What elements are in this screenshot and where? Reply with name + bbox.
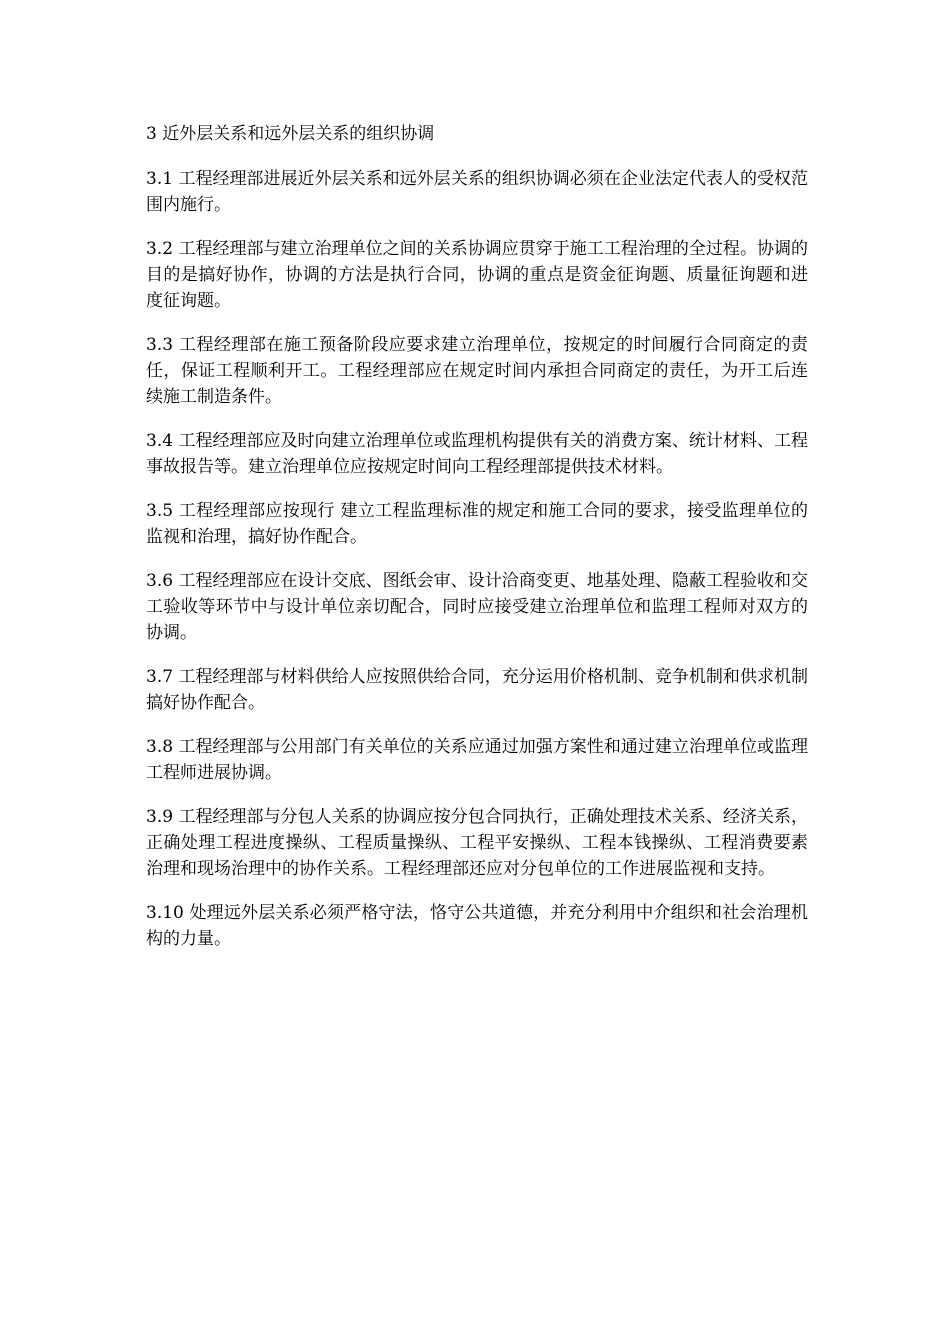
paragraph-3-10: 3.10 处理远外层关系必须严格守法，恪守公共道德，并充分利用中介组织和社会治理机构的力量。 — [146, 903, 808, 949]
paragraph-3-5: 3.5 工程经理部应按现行 建立工程监理标准的规定和施工合同的要求，接受监理单位的监视和治理，搞好协作配合。 — [146, 501, 808, 547]
paragraph-3-8: 3.8 工程经理部与公用部门有关单位的关系应通过加强方案性和通过建立治理单位或监理工程师进展协调。 — [146, 737, 808, 783]
paragraph-3-3: 3.3 工程经理部在施工预备阶段应要求建立治理单位，按规定的时间履行合同商定的责任，保证工程顺利开工。工程经理部应在规定时间内承担合同商定的责任，为开工后连续施工制造条件。 — [146, 335, 808, 407]
paragraph-3-1: 3.1 工程经理部进展近外层关系和远外层关系的组织协调必须在企业法定代表人的受权范围内施行。 — [146, 169, 808, 215]
paragraph-3-2: 3.2 工程经理部与建立治理单位之间的关系协调应贯穿于施工工程治理的全过程。协调的目的是搞好协作，协调的方法是执行合同，协调的重点是资金征询题、质量征询题和进度征询题。 — [146, 239, 808, 311]
paragraph-3-6: 3.6 工程经理部应在设计交底、图纸会审、设计洽商变更、地基处理、隐蔽工程验收和交工验收等环节中与设计单位亲切配合，同时应接受建立治理单位和监理工程师对双方的协调。 — [146, 571, 808, 643]
paragraph-3-4: 3.4 工程经理部应及时向建立治理单位或监理机构提供有关的消费方案、统计材料、工程事故报告等。建立治理单位应按规定时间向工程经理部提供技术材料。 — [146, 431, 808, 477]
paragraph-3-9: 3.9 工程经理部与分包人关系的协调应按分包合同执行，正确处理技术关系、经济关系，正确处理工程进度操纵、工程质量操纵、工程平安操纵、工程本钱操纵、工程消费要素治理和现场治理中的协作关系。工程经理部还应对分包单位的工作进展监视和支持。 — [146, 807, 808, 879]
paragraph-3-7: 3.7 工程经理部与材料供给人应按照供给合同，充分运用价格机制、竞争机制和供求机制搞好协作配合。 — [146, 667, 808, 713]
section-heading: 3 近外层关系和远外层关系的组织协调 — [146, 124, 435, 144]
document-page — [146, 120, 808, 970]
